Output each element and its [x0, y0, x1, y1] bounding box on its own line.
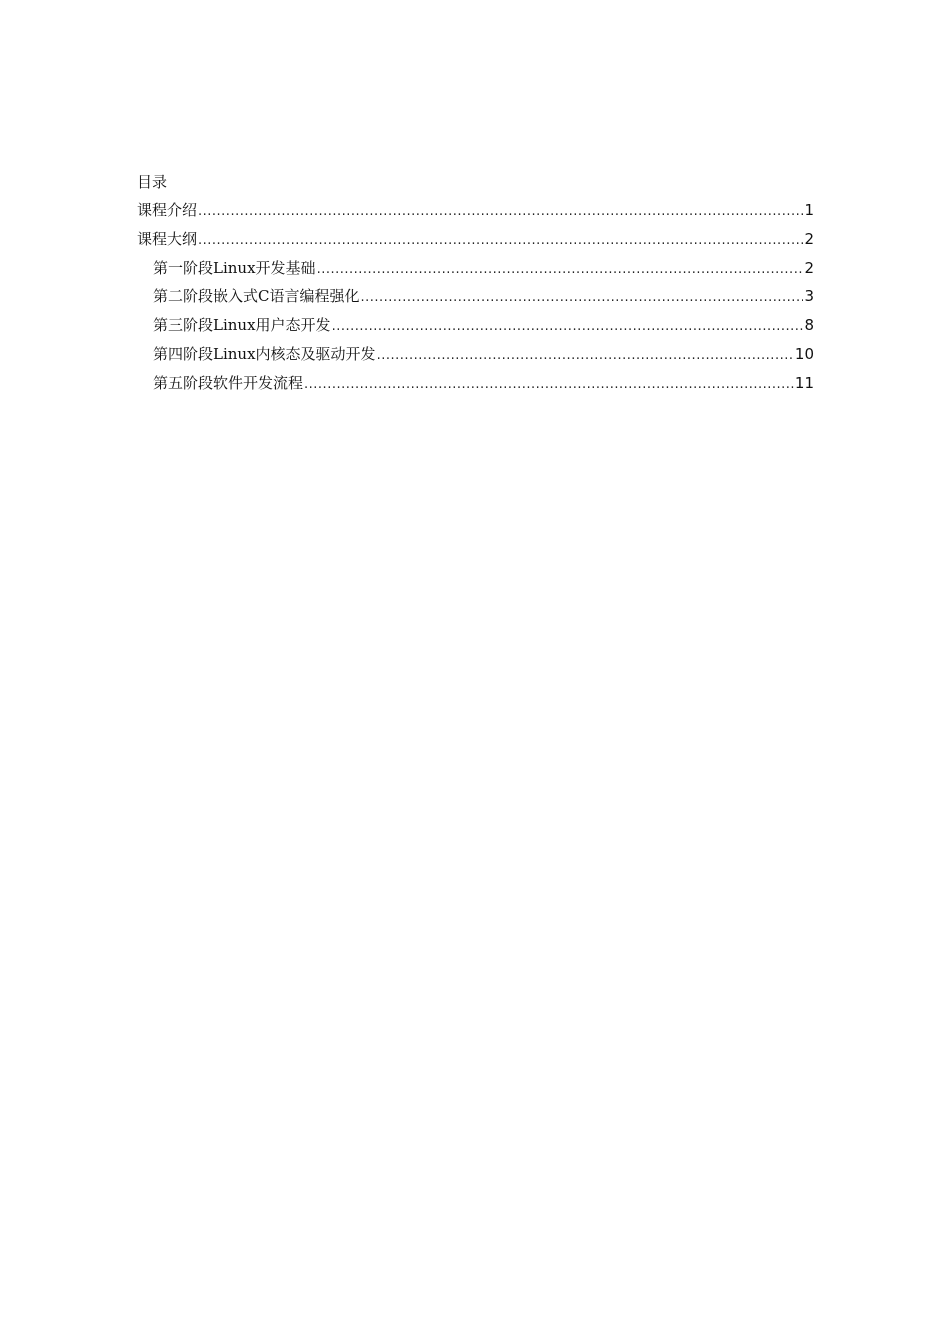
dot-leader	[198, 201, 803, 223]
toc-page-number: 1	[804, 201, 814, 219]
toc-page-number: 10	[794, 344, 814, 363]
dot-leader	[304, 374, 794, 396]
dot-leader	[332, 316, 804, 338]
toc-page-number: 2	[804, 258, 814, 277]
dot-leader	[361, 287, 804, 309]
table-of-contents	[137, 199, 814, 401]
toc-entry-label: Linux开发基础	[213, 258, 316, 277]
dot-leader	[317, 259, 804, 281]
toc-page-number: 3	[804, 287, 814, 306]
toc-stage-label: 第三阶段	[153, 316, 214, 335]
toc-entry-label: 嵌入式C语言编程强化	[213, 287, 360, 306]
toc-stage-label: 第五阶段	[153, 373, 214, 392]
toc-page-number: 11	[794, 373, 814, 392]
toc-entry-label: Linux用户态开发	[213, 316, 331, 335]
toc-entry-stage-4[interactable]	[137, 343, 814, 372]
toc-stage-label: 第二阶段	[153, 287, 214, 306]
toc-stage-label: 第四阶段	[153, 344, 214, 363]
toc-stage-label: 第一阶段	[153, 258, 214, 277]
toc-page-number: 8	[804, 316, 814, 335]
toc-title: 目录	[137, 173, 168, 191]
toc-entry-stage-1[interactable]	[137, 257, 814, 286]
toc-page-number: 2	[804, 229, 814, 248]
toc-entry-stage-3[interactable]	[137, 314, 814, 343]
toc-entry-label: 课程介绍	[137, 201, 198, 219]
toc-entry-course-outline[interactable]	[137, 228, 814, 257]
dot-leader	[377, 345, 794, 367]
toc-entry-label: 课程大纲	[137, 229, 198, 248]
toc-entry-stage-2[interactable]	[137, 285, 814, 314]
dot-leader	[198, 230, 803, 252]
toc-entry-course-intro[interactable]	[137, 199, 814, 228]
toc-entry-stage-5[interactable]	[137, 372, 814, 401]
toc-entry-label: Linux内核态及驱动开发	[213, 344, 376, 363]
toc-entry-label: 软件开发流程	[213, 373, 304, 392]
